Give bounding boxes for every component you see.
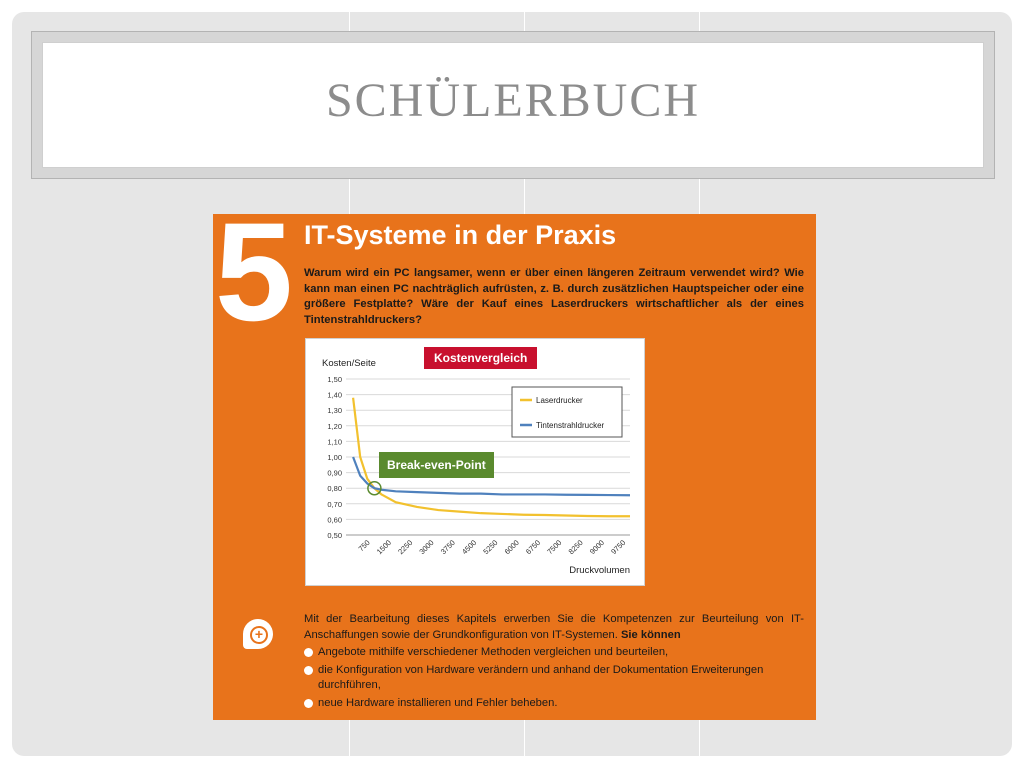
goals-intro-paragraph: [304, 612, 804, 643]
x-tick-label: 750: [356, 538, 372, 554]
y-tick-label: 1,10: [327, 437, 342, 447]
x-tick-label: 2250: [396, 538, 415, 557]
x-tick-label: 8250: [566, 538, 585, 557]
goal-text: neue Hardware installieren und Fehler beheben.: [318, 696, 558, 709]
y-tick-label: 1,00: [327, 453, 342, 462]
break-even-label: Break-even-Point: [379, 452, 494, 478]
y-tick-label: 1,30: [327, 406, 342, 416]
x-tick-label: 3750: [438, 538, 457, 557]
chart-title-badge: Kostenvergleich: [424, 347, 537, 369]
x-tick-label: 7500: [545, 538, 564, 557]
legend-label: Laserdrucker: [536, 396, 583, 405]
y-axis-label: Kosten/Seite: [322, 358, 376, 369]
book-page-image: [213, 193, 816, 720]
y-tick-label: 0,90: [327, 468, 342, 478]
list-item: [304, 696, 804, 712]
x-tick-label: 5250: [481, 538, 500, 557]
y-tick-label: 0,50: [327, 531, 342, 540]
x-tick-label: 9000: [587, 538, 607, 557]
chapter-number: 5: [215, 193, 293, 350]
y-tick-label: 0,80: [327, 484, 342, 494]
legend-label: Tintenstrahldrucker: [536, 421, 605, 430]
x-tick-label: 4500: [460, 538, 479, 557]
plus-icon: +: [250, 626, 268, 644]
x-tick-label: 6750: [523, 538, 543, 557]
chapter-title: IT-Systeme in der Praxis: [304, 220, 617, 250]
goal-text: die Konfiguration von Hardware verändern und anhand der Dokumentation Erweiterungen durchführen,: [318, 663, 764, 692]
goals-intro-bold: Sie können: [620, 628, 681, 641]
bullet-icon: [304, 699, 313, 708]
bullet-icon: [304, 648, 313, 657]
chapter-intro: Warum wird ein PC langsamer, wenn er über einen längeren Zeitraum verwendet wird? Wie kann man einen PC nachträglich aufrüsten, z. B. durch zusätzlichen Hauptspeicher oder eine größere Festplatte? Wäre der Kauf eines Laserdruckers wirtschaftlicher als der eines Tintenstrahldruckers?: [304, 267, 804, 326]
title-frame: [31, 31, 995, 179]
slide-title: SCHÜLERBUCH: [325, 73, 701, 127]
x-tick-label: 6000: [502, 538, 521, 557]
cost-chart: [305, 338, 645, 586]
x-tick-label: 9750: [609, 538, 628, 557]
title-box: [42, 42, 984, 168]
y-tick-label: 0,70: [327, 499, 342, 509]
y-tick-label: 1,20: [327, 421, 342, 431]
plus-circle-icon: [243, 619, 273, 649]
y-tick-label: 1,50: [327, 375, 342, 384]
goals-intro: Mit der Bearbeitung dieses Kapitels erwerben Sie die Kompetenzen zur Beurteilung von IT-Anschaffungen sowie der Grundkonfiguration von IT-Systemen.: [304, 613, 804, 641]
learning-goals: [304, 612, 804, 714]
bullet-icon: [304, 666, 313, 675]
x-tick-label: 1500: [374, 538, 394, 557]
y-tick-label: 1,40: [327, 390, 342, 400]
y-tick-label: 0,60: [327, 515, 342, 525]
x-axis-label: Druckvolumen: [569, 565, 630, 576]
x-tick-label: 3000: [417, 538, 436, 557]
list-item: [304, 645, 804, 661]
goals-list: [304, 645, 804, 711]
list-item: [304, 663, 804, 694]
slide: [12, 12, 1012, 756]
goal-text: Angebote mithilfe verschiedener Methoden vergleichen und beurteilen,: [318, 646, 669, 659]
